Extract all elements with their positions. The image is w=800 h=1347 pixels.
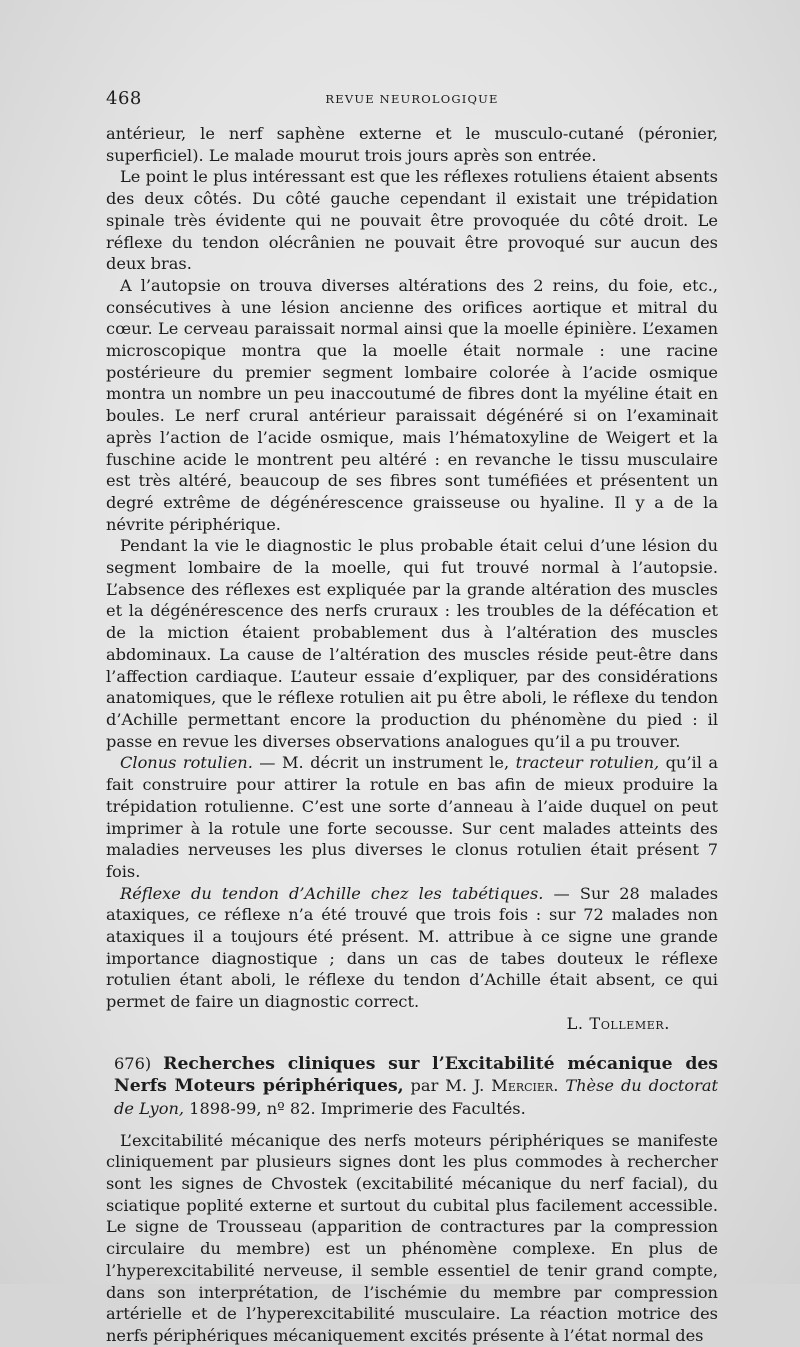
article-heading bbox=[106, 1053, 718, 1120]
article-by: par M. J. bbox=[403, 1076, 492, 1096]
article-source: Thèse du doctorat de Lyon, bbox=[114, 1076, 718, 1118]
body-text bbox=[106, 123, 718, 1347]
clonus-intro: — M. décrit un instrument le, bbox=[252, 753, 516, 773]
paragraph-clonus bbox=[106, 752, 718, 882]
running-title: REVUE NEUROLOGIQUE bbox=[325, 92, 499, 106]
article-title: Recherches cliniques sur l’Excitabilité mécanique des Nerfs Moteurs périphériques, bbox=[114, 1053, 718, 1097]
author-signature: L. Tollemer. bbox=[566, 1013, 670, 1033]
clonus-heading: Clonus rotulien. bbox=[120, 753, 253, 773]
paragraph-excitability: L’excitabilité mécanique des nerfs moteurs périphériques se manifeste cliniquement par plusieurs signes dont les plus commodes à rechercher sont les signes de Chvostek (excitabilité mécanique du nerf facial), du sciatique poplité externe et surtout du cubital plus facilement accessible. Le signe de Trousseau (apparition de contractures par la compression circulaire du membre) est un phénomène complexe. En plus de l’hyperexcitabilité nerveuse, il semble essentiel de tenir grand compte, dans son interprétation, de l’ischémie du membre par compression artérielle et de l’hyperexcitabilité musculaire. La réaction motrice des nerfs périphériques mécaniquement excités présente à l’état normal des bbox=[106, 1130, 718, 1345]
clonus-text: qu’il a fait construire pour attirer la rotule en bas afin de mieux produire la trépidation rotulienne. C’est une sorte d’anneau à l’aide duquel on peut imprimer à la rotule une forte secousse. Sur cent malades atteints des maladies nerveuses les plus diverses le clonus rotulien était présent 7 fois. bbox=[106, 753, 719, 881]
paragraph-reflexes: Le point le plus intéressant est que les réflexes rotuliens étaient absents des deux côtés. Du côté gauche cependant il existait une trépidation spinale très évidente qui ne pouvait être provoquée du côté droit. Le réflexe du tendon olécrânien ne pouvait être provoqué sur aucun des deux bras. bbox=[106, 167, 718, 274]
article-details: 1898-99, nº 82. Imprimerie des Facultés. bbox=[184, 1098, 526, 1118]
article-author: Mercier. bbox=[491, 1076, 559, 1096]
article-number: 676) bbox=[114, 1053, 152, 1073]
paragraph-autopsy: A l’autopsie on trouva diverses altérations des 2 reins, du foie, etc., consécutives à une lésion ancienne des orifices aortique et mitral du cœur. Le cerveau paraissait normal ainsi que la moelle épinière. L’examen microscopique montra que la moelle était normale : une racine postérieure du premier segment lombaire colorée à l’acide osmique montra un nombre un peu inaccoutumé de fibres dont la myéline était en boules. Le nerf crural antérieur paraissait dégénéré si on l’examinait après l’action de l’acide osmique, mais l’hématoxyline de Weigert et la fuschine acide le montrent peu altéré : en revanche le tissu musculaire est très altéré, beaucoup de ses fibres sont tuméfiées et présentent un degré extrême de dégénérescence graisseuse ou hyaline. Il y a de la névrite périphérique. bbox=[106, 275, 718, 534]
paragraph-achilles bbox=[106, 883, 718, 1013]
achilles-text: — Sur 28 malades ataxiques, ce réflexe n’a été trouvé que trois fois : sur 72 malades non ataxiques il a toujours été présent. M. attribue à ce signe une grande importance diagnostique ; dans un cas de tabes douteux le réflexe rotulien étant aboli, le réflexe du tendon d’Achille était absent, ce qui permet de faire un diagnostic correct. bbox=[106, 883, 719, 1012]
paragraph-diagnosis: Pendant la vie le diagnostic le plus probable était celui d’une lésion du segment lombaire de la moelle, qui fut trouvé normal à l’autopsie. L’absence des réflexes est expliquée par la grande altération des muscles et la dégénérescence des nerfs cruraux : les troubles de la défécation et de la miction étaient probablement dus à l’altération des muscles abdominaux. La cause de l’altération des muscles réside peut-être dans l’affection cardiaque. L’auteur essaie d’expliquer, par des considérations anatomiques, que le réflexe rotulien ait pu être aboli, le réflexe du tendon d’Achille permettant encore la production du phénomène du pied : il passe en revue les diverses observations analogues qu’il a pu trouver. bbox=[106, 536, 718, 751]
paragraph-continuation: antérieur, le nerf saphène externe et le musculo-cutané (péronier, superficiel). Le malade mourut trois jours après son entrée. bbox=[106, 124, 718, 165]
page-number: 468 bbox=[106, 88, 142, 109]
instrument-name: tracteur rotulien, bbox=[515, 753, 660, 773]
achilles-heading: Réflexe du tendon d’Achille chez les tabétiques. bbox=[120, 883, 544, 903]
page-header bbox=[106, 88, 718, 112]
